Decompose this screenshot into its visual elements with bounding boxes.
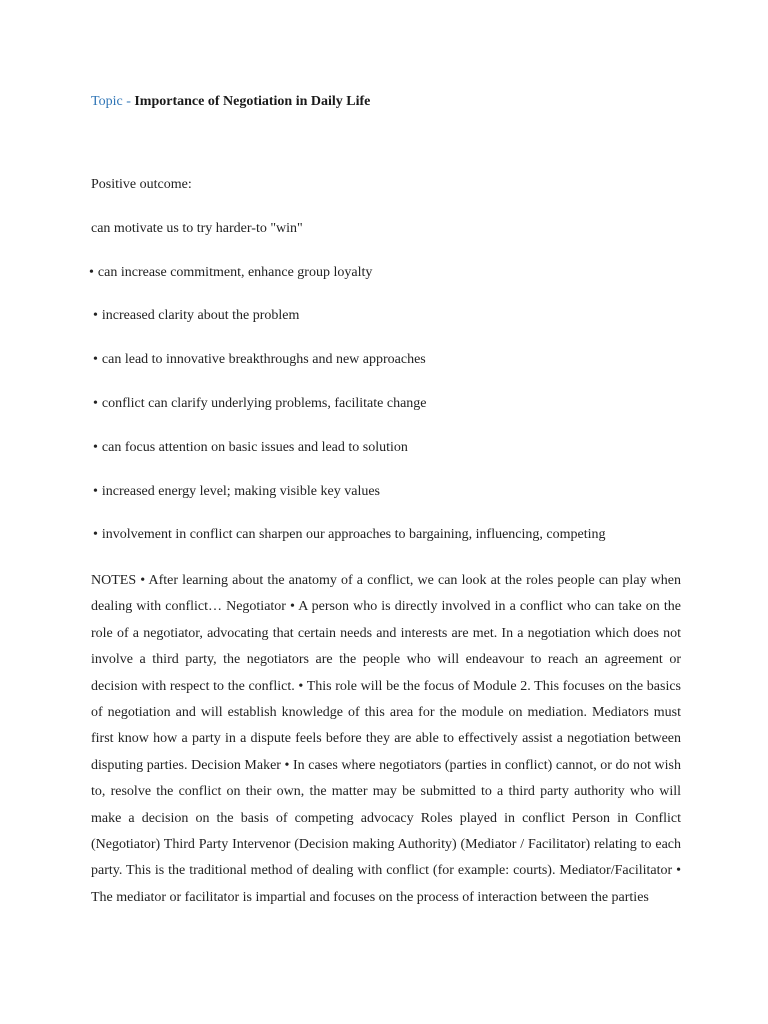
bullet-item (93, 440, 408, 456)
bullet-item (93, 352, 426, 368)
topic-label: Topic (91, 94, 123, 109)
bullet-text: can increase commitment, enhance group loyalty (97, 265, 373, 280)
topic-heading (91, 94, 370, 110)
bullet-text: conflict can clarify underlying problems, facilitate change (101, 396, 427, 411)
bullet-item (93, 527, 606, 543)
bullet-text: increased energy level; making visible key values (101, 484, 380, 499)
bullet-item (93, 308, 299, 324)
bullet-text: can focus attention on basic issues and lead to solution (101, 440, 408, 455)
bullet-icon: • (93, 484, 98, 499)
bullet-text: involvement in conflict can sharpen our approaches to bargaining, influencing, competing (101, 527, 606, 542)
bullet-icon: • (89, 265, 94, 280)
bullet-icon: • (93, 527, 98, 542)
topic-title: Importance of Negotiation in Daily Life (134, 94, 371, 109)
bullet-icon: • (93, 308, 98, 323)
bullet-text: can lead to innovative breakthroughs and new approaches (101, 352, 426, 367)
bullet-text: increased clarity about the problem (101, 308, 300, 323)
notes-paragraph: NOTES • After learning about the anatomy of a conflict, we can look at the roles people can play when dealing with conflict… Negotiator • A person who is directly involved in a conflict who can take on the role of a negotiator, advocating that certain needs and interests are met. In a negotiation which does not involve a third party, the negotiators are the people who will endeavour to reach an agreement or decision with respect to the conflict. • This role will be the focus of Module 2. This focuses on the basics of negotiation and will establish knowledge of this area for the module on mediation. Mediators must first know how a party in a dispute feels before they are able to effectively assist a negotiation between disputing parties. Decision Maker • In cases where negotiators (parties in conflict) cannot, or do not wish to, resolve the conflict on their own, the matter may be submitted to a third party authority who will make a decision on the basis of competing advocacy Roles played in conflict Person in Conflict (Negotiator) Third Party Intervenor (Decision making Authority) (Mediator / Facilitator) relating to each party. This is the traditional method of dealing with conflict (for example: courts). Mediator/Facilitator • The mediator or facilitator is impartial and focuses on the process of interaction between the parties (91, 573, 681, 905)
first-point: can motivate us to try harder-to "win" (91, 221, 303, 236)
bullet-item (93, 484, 380, 500)
bullet-icon: • (93, 396, 98, 411)
topic-separator: - (122, 94, 135, 109)
bullet-icon: • (93, 440, 98, 455)
positive-outcome-heading: Positive outcome: (91, 177, 192, 192)
bullet-item (93, 396, 427, 412)
bullet-icon: • (93, 352, 98, 367)
bullet-item (89, 265, 372, 281)
